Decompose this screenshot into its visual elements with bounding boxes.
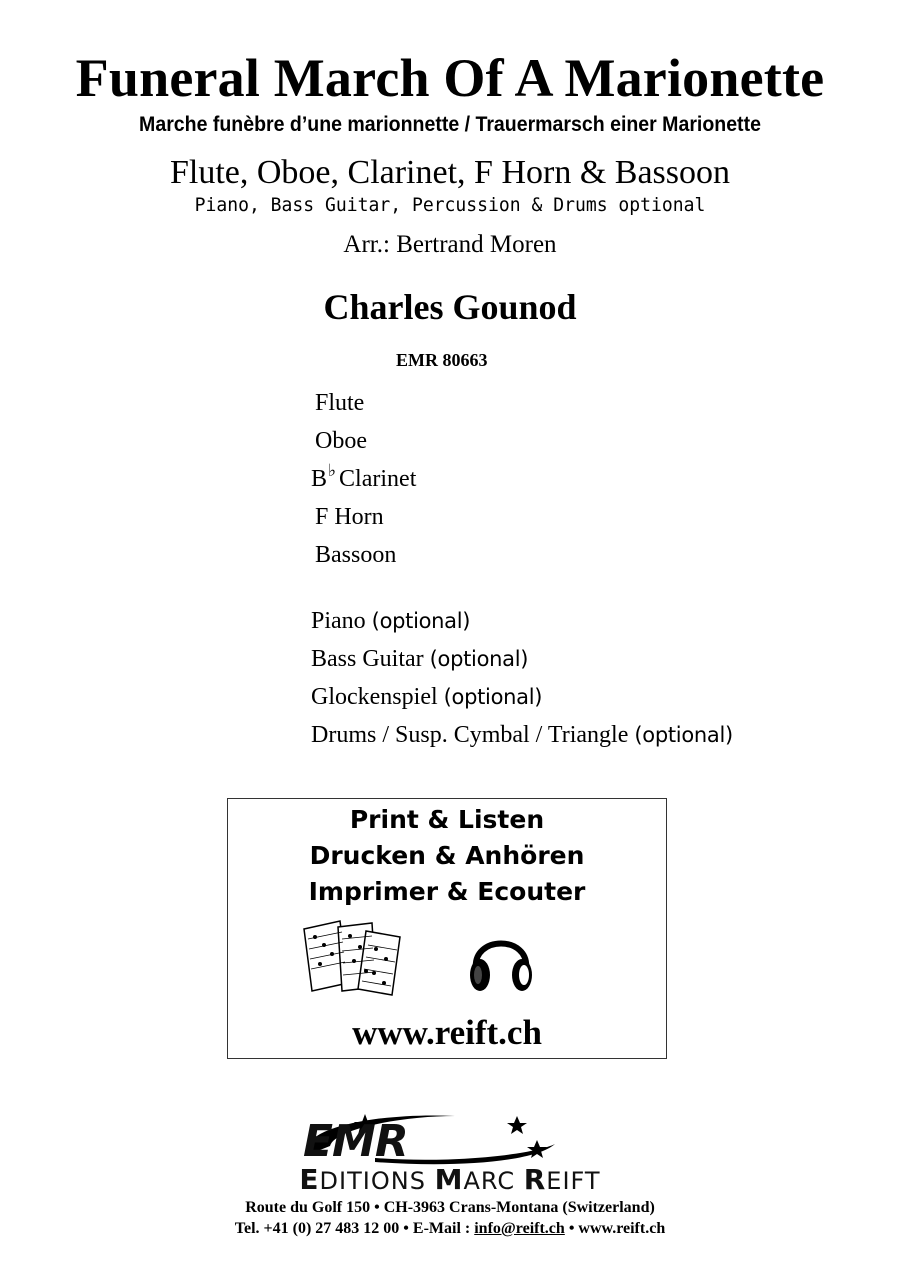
arranger: Arr.: Bertrand Moren [343, 231, 557, 258]
part-item: Oboe [315, 428, 367, 454]
optional-part-item: Glockenspiel (optional) [311, 684, 543, 710]
optional-part-item: Piano (optional) [311, 608, 471, 634]
part-item: Flute [315, 390, 365, 416]
optional-part-item: Drums / Susp. Cymbal / Triangle (optional) [311, 722, 733, 748]
publisher-name: EDITIONS MARC REIFT [299, 1163, 601, 1196]
logo-letters: EMR [303, 1116, 408, 1167]
catalog-number: EMR 80663 [396, 350, 488, 370]
print-listen-box [227, 798, 667, 1059]
part-item: B♭ Clarinet [311, 461, 417, 492]
publisher-contact: Tel. +41 (0) 27 483 12 00 • E-Mail : info@reift.ch • www.reift.ch [234, 1220, 666, 1237]
sheet-music-icon [300, 917, 412, 997]
part-item: Bassoon [315, 542, 397, 568]
optional-part-item: Bass Guitar (optional) [311, 646, 529, 672]
page-title: Funeral March Of A Marionette [75, 48, 825, 108]
optional-instruments-line: Piano, Bass Guitar, Percussion & Drums optional [194, 194, 706, 216]
flat-sign: ♭ [328, 461, 337, 480]
print-listen-label-en: Print & Listen [349, 805, 545, 834]
parts-list [311, 381, 416, 571]
subtitle: Marche funèbre d’une marionnette / Trauermarsch einer Marionette [139, 113, 761, 136]
headphones-icon [466, 921, 536, 997]
print-listen-label-de: Drucken & Anhören [309, 841, 585, 870]
optional-parts-list [311, 607, 733, 759]
print-listen-label-fr: Imprimer & Ecouter [308, 877, 586, 906]
website-link[interactable]: www.reift.ch [352, 1013, 542, 1052]
composer: Charles Gounod [323, 287, 577, 327]
publisher-address: Route du Golf 150 • CH-3963 Crans-Montana (Switzerland) [245, 1199, 655, 1216]
email-link[interactable]: info@reift.ch [474, 1220, 565, 1237]
part-item: F Horn [315, 504, 384, 530]
instrumentation: Flute, Oboe, Clarinet, F Horn & Bassoon [169, 154, 731, 191]
